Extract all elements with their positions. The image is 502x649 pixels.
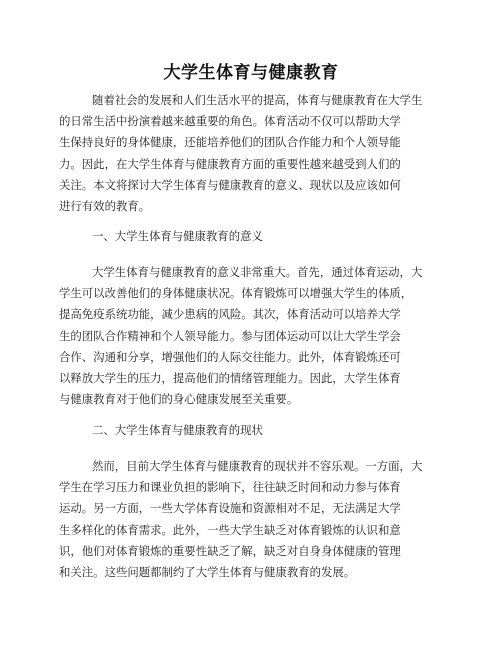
section2-paragraph xyxy=(59,456,449,583)
paragraph-line: 大学生体育与健康教育的意义非常重大。首先，通过体育运动，大 xyxy=(92,265,423,279)
paragraph-line: 进行有效的教育。 xyxy=(59,199,151,214)
paragraph-line: 和关注。这些问题都制约了大学生体育与健康教育的发展。 xyxy=(59,565,356,580)
paragraph-line: 提高免疫系统功能，减少患病的风险。其次，体育活动可以培养大学 xyxy=(59,307,401,322)
paragraph-line: 生的团队合作精神和个人领导能力。参与团体运动可以让大学生学会 xyxy=(59,328,401,343)
paragraph-line: 随着社会的发展和人们生活水平的提高，体育与健康教育在大学生 xyxy=(92,93,423,107)
paragraph-line: 以释放大学生的压力，提高他们的情绪管理能力。因此，大学生体育 xyxy=(59,371,401,386)
paragraph-line: 力。因此，在大学生体育与健康教育方面的重要性越来越受到人们的 xyxy=(59,156,401,171)
section-heading-1: 一、大学生体育与健康教育的意义 xyxy=(92,229,263,243)
paragraph-line: 学生在学习压力和课业负担的影响下，往往缺乏时间和动力参与体育 xyxy=(59,480,401,495)
paragraph-line: 生保持良好的身体健康，还能培养他们的团队合作能力和个人领导能 xyxy=(59,135,401,150)
paragraph-line: 生多样化的体育需求。此外，一些大学生缺乏对体育锻炼的认识和意 xyxy=(59,522,401,537)
paragraph-line: 识，他们对体育锻炼的重要性缺乏了解，缺乏对自身身体健康的管理 xyxy=(59,543,401,558)
intro-paragraph xyxy=(59,90,449,217)
paragraph-line: 合作、沟通和分享，增强他们的人际交往能力。此外，体育锻炼还可 xyxy=(59,349,401,364)
document-title: 大学生体育与健康教育 xyxy=(163,63,339,83)
section-heading-2: 二、大学生体育与健康教育的现状 xyxy=(92,423,263,437)
paragraph-line: 运动。另一方面，一些大学体育设施和资源相对不足，无法满足大学 xyxy=(59,501,401,516)
paragraph-line: 学生可以改善他们的身体健康状况。体育锻炼可以增强大学生的体质， xyxy=(59,286,413,301)
paragraph-line: 与健康教育对于他们的身心健康发展至关重要。 xyxy=(59,392,299,407)
paragraph-line: 然而，目前大学生体育与健康教育的现状并不容乐观。一方面，大 xyxy=(92,459,423,473)
paragraph-line: 的日常生活中扮演着越来越重要的角色。体育活动不仅可以帮助大学 xyxy=(59,114,401,129)
section1-paragraph xyxy=(59,262,449,410)
paragraph-line: 关注。本文将探讨大学生体育与健康教育的意义、现状以及应该如何 xyxy=(59,177,401,192)
